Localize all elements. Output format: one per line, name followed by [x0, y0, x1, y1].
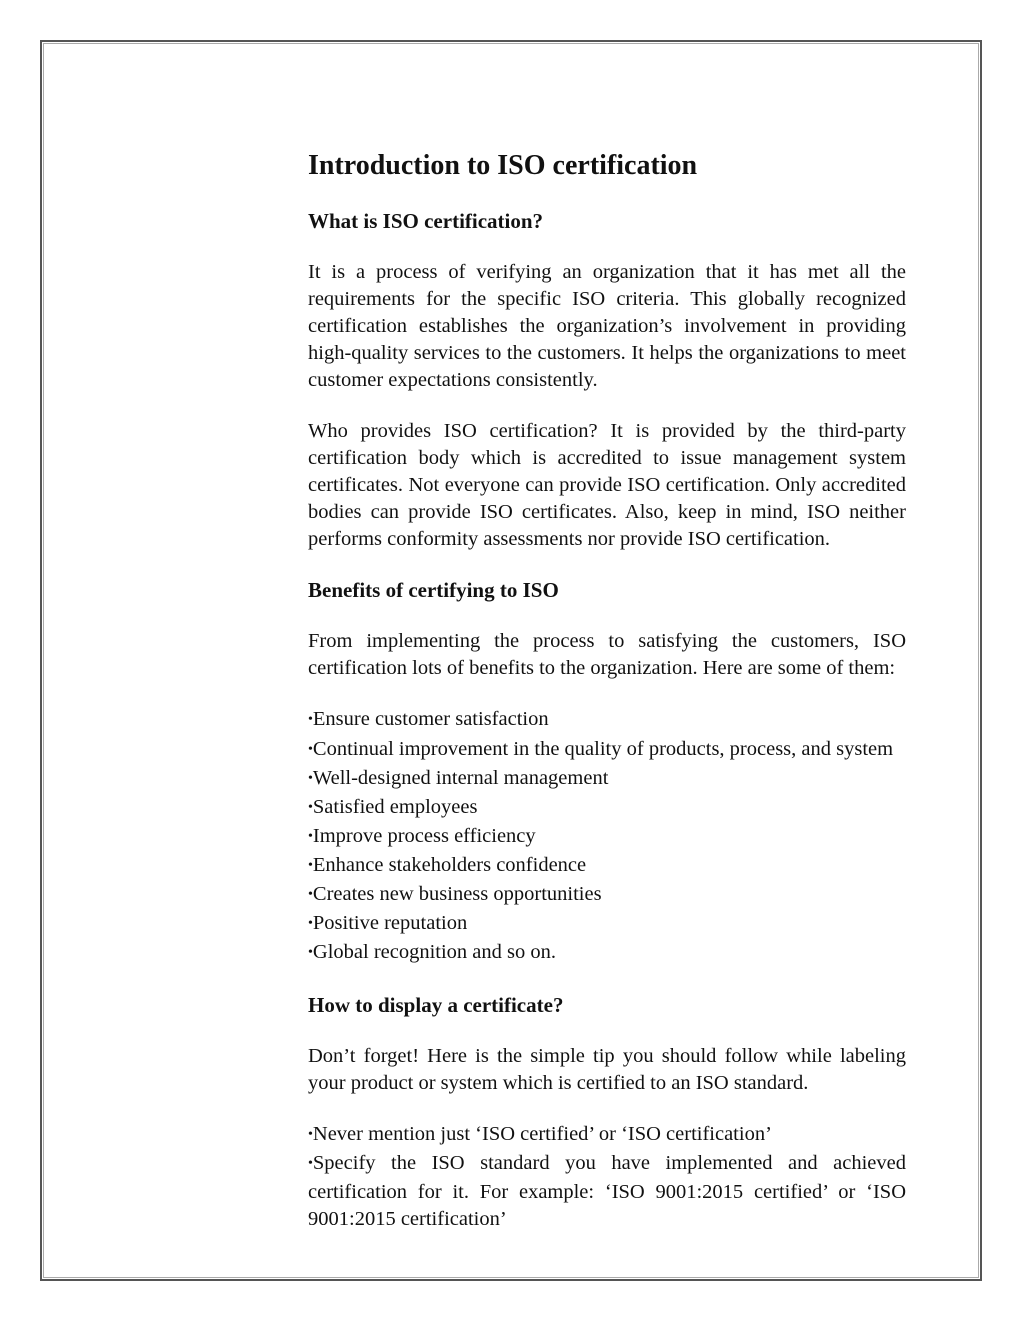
document-title: Introduction to ISO certification	[308, 150, 698, 181]
paragraph-benefits-intro: From implementing the process to satisfying the customers, ISO certification lots of benefits to the organization. Here are some of them:	[308, 630, 906, 679]
paragraph-display-intro: Don’t forget! Here is the simple tip you should follow while labeling your product or system which is certified to an ISO standard.	[308, 1045, 906, 1094]
bullet-icon: •	[308, 712, 313, 727]
paragraph-definition: It is a process of verifying an organization that it has met all the requirements for the specific ISO criteria. This globally recognized certification establishes the organization’s involvement in providing high-quality services to the customers. It helps the organizations to meet customer expectations consistently.	[308, 261, 906, 391]
section-heading-display-certificate: How to display a certificate?	[308, 993, 564, 1017]
bullet-icon: •	[308, 800, 313, 815]
list-item: •Creates new business opportunities	[308, 883, 602, 905]
list-item: •Satisfied employees	[308, 796, 478, 818]
bullet-icon: •	[308, 916, 313, 931]
list-item: •Continual improvement in the quality of products, process, and system	[308, 738, 894, 760]
document-body	[308, 148, 906, 1257]
display-tips-list	[308, 1121, 906, 1233]
bullet-icon: •	[308, 887, 313, 902]
paragraph-who-provides: Who provides ISO certification? It is provided by the third-party certification body which is accredited to issue management system certificates. Not everyone can provide ISO certification. Only accredited bodies can provide ISO certificates. Also, keep in mind, ISO neither performs conformity assessments nor provide ISO certification.	[308, 420, 906, 550]
bullet-icon: •	[308, 1127, 313, 1142]
benefits-list	[308, 706, 906, 968]
bullet-icon: •	[308, 945, 313, 960]
bullet-icon: •	[308, 771, 313, 786]
section-heading-benefits: Benefits of certifying to ISO	[308, 578, 559, 602]
bullet-icon: •	[308, 742, 313, 757]
list-item: •Improve process efficiency	[308, 825, 536, 847]
list-item: •Well-designed internal management	[308, 767, 609, 789]
bullet-icon: •	[308, 858, 313, 873]
bullet-icon: •	[308, 1156, 313, 1171]
bullet-icon: •	[308, 829, 313, 844]
list-item: •Global recognition and so on.	[308, 941, 557, 963]
list-item: •Specify the ISO standard you have implemented and achieved certification for it. For example: ‘ISO 9001:2015 certified’ or ‘ISO 9001:2015 certification’	[308, 1152, 906, 1230]
list-item: •Enhance stakeholders confidence	[308, 854, 587, 876]
list-item: •Ensure customer satisfaction	[308, 708, 549, 730]
list-item: •Never mention just ‘ISO certified’ or ‘ISO certification’	[308, 1123, 772, 1145]
section-heading-what-is-iso: What is ISO certification?	[308, 209, 544, 233]
list-item: •Positive reputation	[308, 912, 468, 934]
